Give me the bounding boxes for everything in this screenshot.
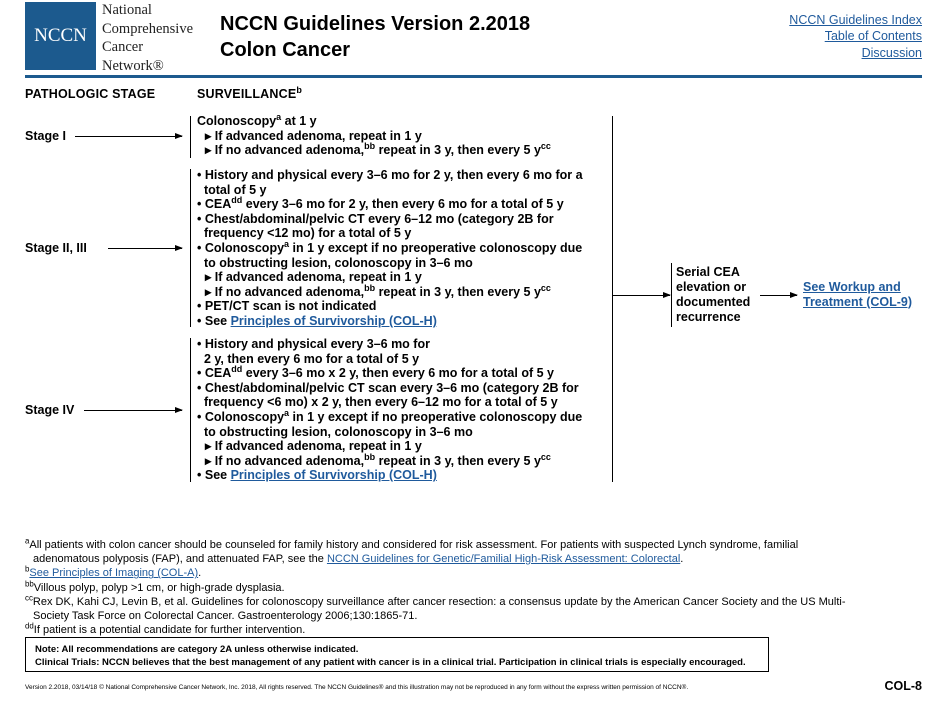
pathologic-stage-heading: PATHOLOGIC STAGE <box>25 87 156 101</box>
stage-4-surveillance: • History and physical every 3–6 mo for 2 y, then every 6 mo for a total of 5 y • $CEA^{dd}$ every 3–6 mo x 2 y, then every 6 mo for a total of 5 y • Chest/abdominal/pelvic CT scan every 3–6 mo (category 2B for frequency <6 mo) x 2 y, then every 6–12 mo for a total of 5 y • Colonoscopy$^a$ in 1 y except if no preoperative colonoscopy due to obstructing lesion, colonoscopy in 3–6 mo ▸ If advanced adenoma, repeat in 1 y ▸ If no advanced adenoma,$^{bb}$ repeat in 3 y, then every 5 $y^{cc}$ • See Principles of Survivorship (COL-H) <box>197 337 583 483</box>
table-of-contents-link[interactable]: Table of Contents <box>824 29 922 44</box>
arrow-to-serial <box>613 295 670 296</box>
org-name: National Comprehensive Cancer Network® <box>102 2 194 74</box>
arrow-to-workup <box>760 295 797 296</box>
footnote-a: $^a$All patients with colon cancer should be counseled for family history and considered for risk assessment. For patients with suspected Lynch syndrome, familial adenomatous polyposis (FAP), and attenuated FAP, see the NCCN Guidelines for Genetic/Familial High-Risk Assessment: Colorectal. <box>25 536 799 566</box>
page-title: NCCN Guidelines Version 2.2018 Colon Cancer <box>220 13 531 61</box>
bracket-serial <box>671 263 672 327</box>
see-workup-link[interactable]: See Workup and Treatment (COL-9) <box>803 280 913 309</box>
guidelines-index-link[interactable]: NCCN Guidelines Index <box>789 13 922 27</box>
genetic-guidelines-link[interactable]: NCCN Guidelines for Genetic/Familial High-Risk Assessment: Colorectal <box>326 553 681 566</box>
footnote-b: $^b$See Principles of Imaging (COL-A). <box>25 564 202 580</box>
arrow-stage-2-3 <box>108 248 182 249</box>
stage-2-3-surveillance: • History and physical every 3–6 mo for 2 y, then every 6 mo for a total of 5 y • $CEA^{dd}$ every 3–6 mo for 2 y, then every 6 mo for a total of 5 y • Chest/abdominal/pelvic CT every 6–12 mo (category 2B for frequency <12 mo) for a total of 5 y • Colonoscopy$^a$ in 1 y except if no preoperative colonoscopy due to obstructing lesion, colonoscopy in 3–6 mo ▸ If advanced adenoma, repeat in 1 y ▸ If no advanced adenoma,$^{bb}$ repeat in 3 y, then every 5 $y^{cc}$ • PET/CT scan is not indicated • See Principles of Survivorship (COL-H) <box>197 168 583 328</box>
arrow-stage-1 <box>75 136 182 137</box>
footnotes <box>25 538 915 637</box>
bracket-stage-2-3 <box>190 169 191 327</box>
survivorship-link-stage-2-3[interactable]: Principles of Survivorship (COL-H) <box>230 313 437 328</box>
footnote-cc: $^{cc}$Rex DK, Kahi CJ, Levin B, et al. Guidelines for colonoscopy surveillance after cancer resection: a consensus update by the American Cancer Society and the US Multi- Society Task Force on Colorectal Cancer. Gastroenterology 2006;130:1865-71. <box>25 593 846 623</box>
copyright: Version 2.2018, 03/14/18 © National Comprehensive Cancer Network, Inc. 2018, All rights reserved. The NCCN Guidelines® and this illustration may not be reproduced in any form without the express written permission of NCCN®. <box>25 684 689 691</box>
bracket-all-stages <box>612 116 613 482</box>
stage-2-3-label: Stage II, III <box>25 241 87 255</box>
bracket-stage-4 <box>190 338 191 482</box>
imaging-link[interactable]: See Principles of Imaging (COL-A) <box>29 567 199 580</box>
bracket-stage-1 <box>190 116 191 158</box>
page-number: COL-8 <box>884 679 922 693</box>
header-rule <box>25 75 922 78</box>
stage-1-label: Stage I <box>25 129 66 143</box>
discussion-link[interactable]: Discussion <box>861 45 922 60</box>
stage-4-label: Stage IV <box>25 403 75 417</box>
footnote-dd: $^{dd}$If patient is a potential candidate for further intervention. <box>25 621 306 637</box>
top-nav-links <box>789 12 922 61</box>
footnote-bb: $^{bb}$Villous polyp, polyp >1 cm, or high-grade dysplasia. <box>25 578 285 594</box>
nccn-logo: NCCN <box>25 2 96 70</box>
arrow-stage-4 <box>84 410 182 411</box>
stage-1-surveillance: Colonoscopy$^a$ at 1 y ▸ If advanced adenoma, repeat in 1 y ▸ If no advanced adenoma,$^{bb}$ repeat in 3 y, then every 5 $y^{cc}$ <box>197 111 551 158</box>
serial-cea-box: Serial CEA elevation or documented recurrence <box>676 265 751 324</box>
surveillance-heading: SURVEILLANCE$^b$ <box>197 84 303 101</box>
survivorship-link-stage-4[interactable]: Principles of Survivorship (COL-H) <box>230 468 437 483</box>
note-box: Note: All recommendations are category 2A unless otherwise indicated. Clinical Trials: NCCN believes that the best management of any patient with cancer is in a clinical trial. Participation in clinical trials is especially encouraged. <box>25 637 769 672</box>
